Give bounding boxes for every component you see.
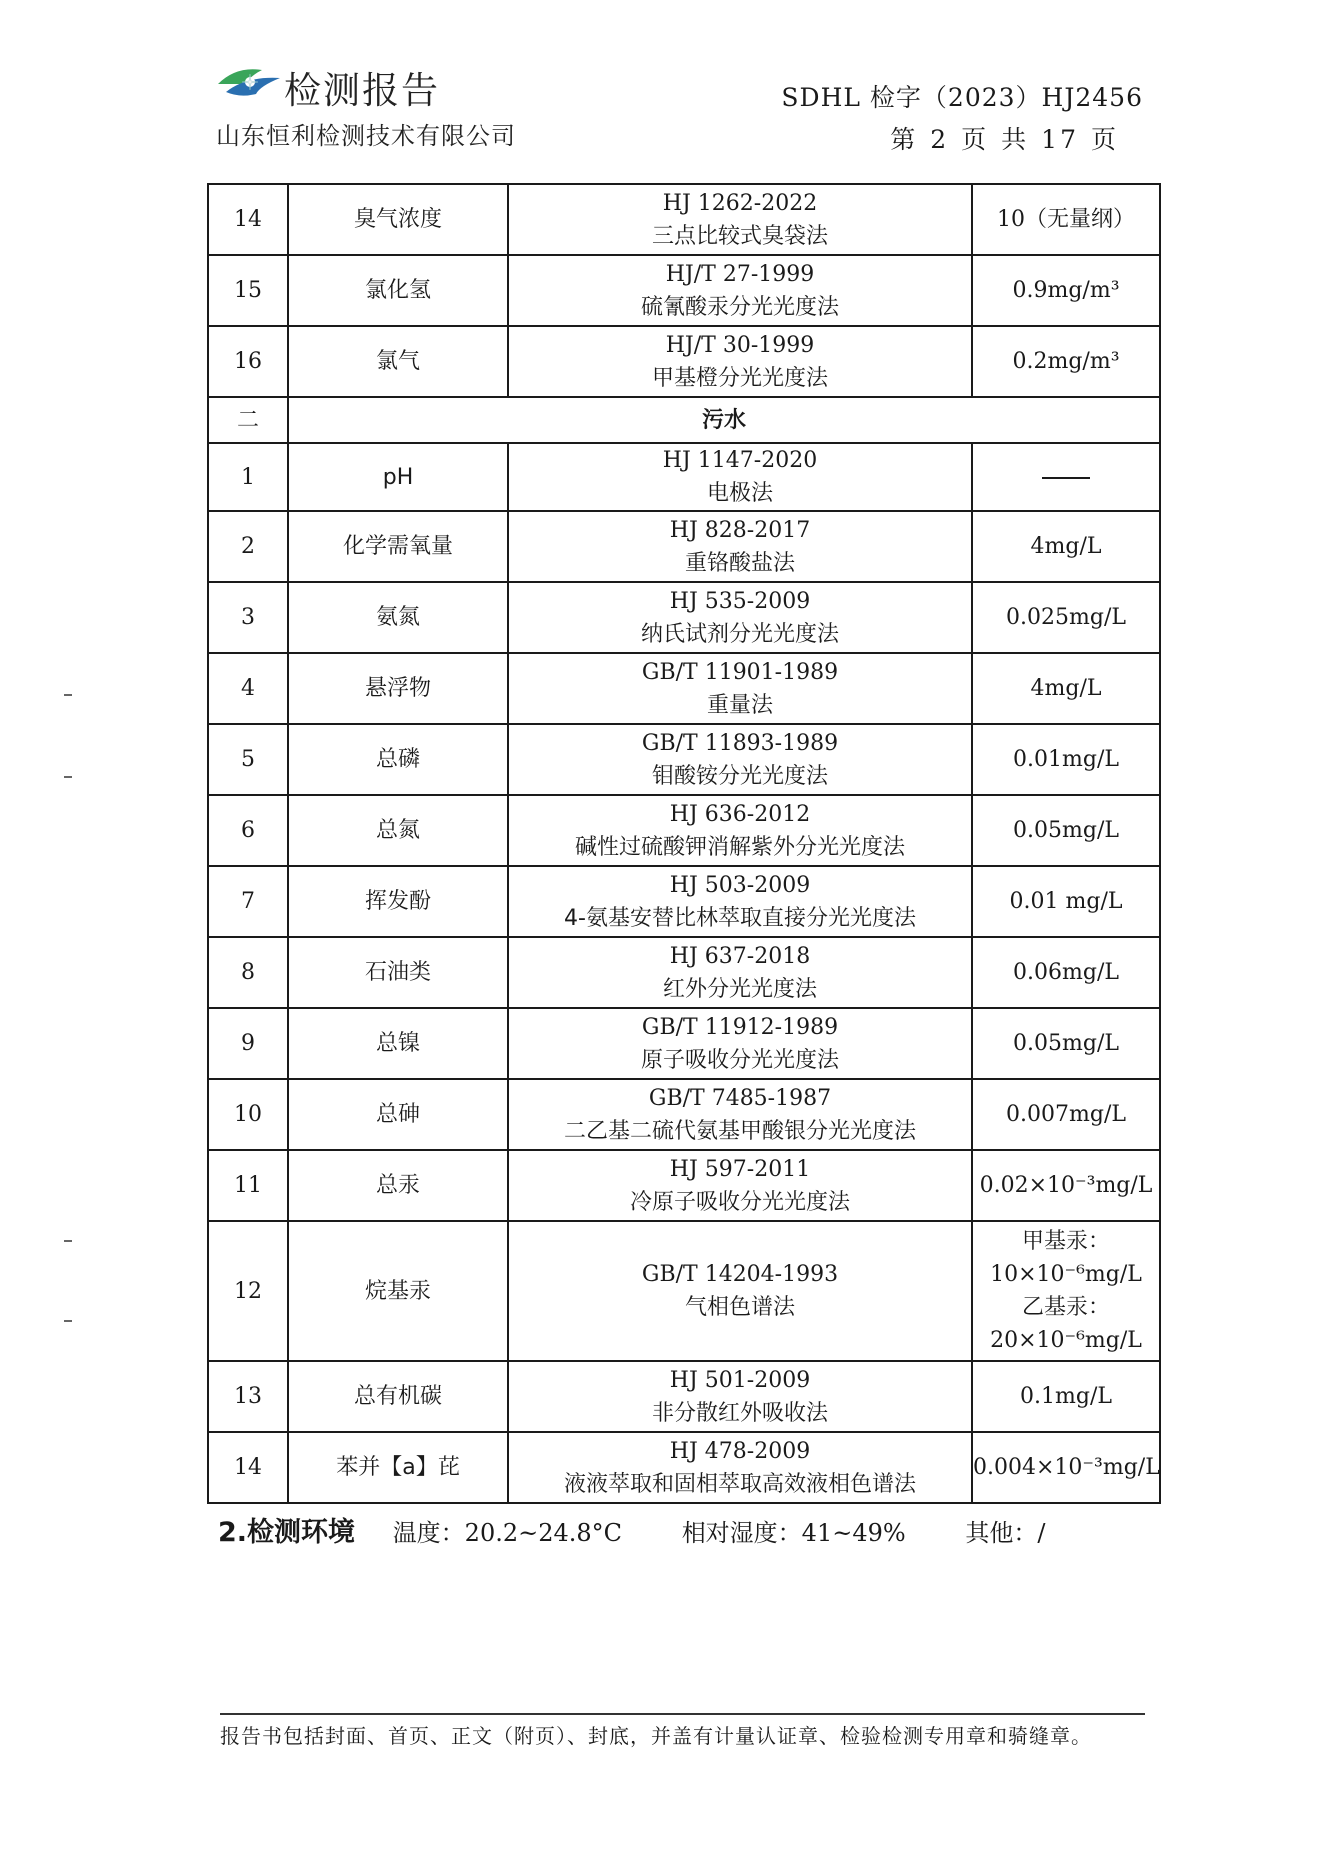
table-row	[208, 255, 1160, 326]
row-number: 12	[208, 1221, 288, 1361]
footer-divider	[220, 1713, 1145, 1715]
row-number: 14	[208, 184, 288, 255]
table-row	[208, 184, 1160, 255]
page-number: 第 2 页 共 17 页	[890, 125, 1119, 154]
binding-mark	[64, 776, 72, 778]
detection-limit: 0.9mg/m³	[972, 255, 1160, 326]
report-number: SDHL 检字（2023）HJ2456	[781, 83, 1143, 112]
section-row	[208, 397, 1160, 443]
table-row	[208, 937, 1160, 1008]
table-row	[208, 653, 1160, 724]
test-item: 总磷	[288, 724, 508, 795]
row-number: 14	[208, 1432, 288, 1503]
company-logo-icon	[216, 62, 282, 102]
other-conditions: 其他：/	[965, 1519, 1046, 1547]
test-item: 石油类	[288, 937, 508, 1008]
test-item: 氨氮	[288, 582, 508, 653]
method-cell: HJ 597-2011 冷原子吸收分光光度法	[508, 1150, 972, 1221]
test-item: 总镍	[288, 1008, 508, 1079]
method-cell: HJ 478-2009 液液萃取和固相萃取高效液相色谱法	[508, 1432, 972, 1503]
test-item: 苯并【a】芘	[288, 1432, 508, 1503]
row-number: 2	[208, 511, 288, 582]
detection-limit: 0.05mg/L	[972, 1008, 1160, 1079]
row-number: 10	[208, 1079, 288, 1150]
row-number: 1	[208, 443, 288, 511]
binding-mark	[64, 1240, 72, 1242]
row-number: 16	[208, 326, 288, 397]
row-number: 13	[208, 1361, 288, 1432]
table-row	[208, 582, 1160, 653]
detection-limit: 0.02×10⁻³mg/L	[972, 1150, 1160, 1221]
test-item: 氯化氢	[288, 255, 508, 326]
report-title: 检测报告	[284, 69, 440, 112]
detection-limit	[972, 443, 1160, 511]
humidity: 相对湿度：41~49%	[681, 1519, 906, 1547]
row-number: 3	[208, 582, 288, 653]
test-item: 总氮	[288, 795, 508, 866]
section-number: 二	[208, 397, 288, 443]
method-cell: HJ 637-2018 红外分光光度法	[508, 937, 972, 1008]
detection-limit: 0.05mg/L	[972, 795, 1160, 866]
test-item: 悬浮物	[288, 653, 508, 724]
table-row	[208, 866, 1160, 937]
method-cell: HJ 1147-2020 电极法	[508, 443, 972, 511]
detection-limit: 0.1mg/L	[972, 1361, 1160, 1432]
detection-limit: 0.01mg/L	[972, 724, 1160, 795]
table-row	[208, 1008, 1160, 1079]
detection-limit: 0.007mg/L	[972, 1079, 1160, 1150]
binding-mark	[64, 1320, 72, 1322]
method-cell: HJ/T 30-1999 甲基橙分光光度法	[508, 326, 972, 397]
table-row	[208, 795, 1160, 866]
detection-limit: 4mg/L	[972, 511, 1160, 582]
table-row	[208, 326, 1160, 397]
footer-note: 报告书包括封面、首页、正文（附页）、封底，并盖有计量认证章、检验检测专用章和骑缝章。	[220, 1724, 1092, 1748]
test-item: pH	[288, 443, 508, 511]
table-row	[208, 443, 1160, 511]
table-row	[208, 1079, 1160, 1150]
detection-limit: 0.2mg/m³	[972, 326, 1160, 397]
detection-limit: 甲基汞： 10×10⁻⁶mg/L 乙基汞： 20×10⁻⁶mg/L	[972, 1221, 1160, 1361]
test-method-table	[207, 183, 1161, 1504]
test-item: 挥发酚	[288, 866, 508, 937]
row-number: 7	[208, 866, 288, 937]
section-title: 污水	[288, 397, 1160, 443]
table-row	[208, 1221, 1160, 1361]
row-number: 15	[208, 255, 288, 326]
method-cell: HJ/T 27-1999 硫氰酸汞分光光度法	[508, 255, 972, 326]
method-cell: HJ 535-2009 纳氏试剂分光光度法	[508, 582, 972, 653]
method-cell: HJ 1262-2022 三点比较式臭袋法	[508, 184, 972, 255]
temperature: 温度：20.2~24.8°C	[392, 1519, 623, 1547]
row-number: 5	[208, 724, 288, 795]
detection-limit: 0.01 mg/L	[972, 866, 1160, 937]
row-number: 6	[208, 795, 288, 866]
method-cell: GB/T 11912-1989 原子吸收分光光度法	[508, 1008, 972, 1079]
test-item: 总有机碳	[288, 1361, 508, 1432]
test-item: 氯气	[288, 326, 508, 397]
method-cell: HJ 501-2009 非分散红外吸收法	[508, 1361, 972, 1432]
row-number: 11	[208, 1150, 288, 1221]
test-item: 化学需氧量	[288, 511, 508, 582]
table-row	[208, 1432, 1160, 1503]
test-item: 总砷	[288, 1079, 508, 1150]
test-item: 烷基汞	[288, 1221, 508, 1361]
test-environment	[218, 1510, 1045, 1549]
method-cell: GB/T 14204-1993 气相色谱法	[508, 1221, 972, 1361]
dash-mark	[1042, 477, 1090, 479]
table-row	[208, 511, 1160, 582]
method-cell: GB/T 11901-1989 重量法	[508, 653, 972, 724]
table-row	[208, 1361, 1160, 1432]
method-cell: GB/T 7485-1987 二乙基二硫代氨基甲酸银分光光度法	[508, 1079, 972, 1150]
test-item: 臭气浓度	[288, 184, 508, 255]
detection-limit: 0.06mg/L	[972, 937, 1160, 1008]
row-number: 8	[208, 937, 288, 1008]
method-cell: HJ 503-2009 4-氨基安替比林萃取直接分光光度法	[508, 866, 972, 937]
detection-limit: 4mg/L	[972, 653, 1160, 724]
method-cell: HJ 828-2017 重铬酸盐法	[508, 511, 972, 582]
table-row	[208, 724, 1160, 795]
row-number: 9	[208, 1008, 288, 1079]
test-item: 总汞	[288, 1150, 508, 1221]
binding-mark	[64, 694, 72, 696]
environment-title: 2.检测环境	[218, 1517, 356, 1548]
row-number: 4	[208, 653, 288, 724]
method-cell: GB/T 11893-1989 钼酸铵分光光度法	[508, 724, 972, 795]
detection-limit: 10（无量纲）	[972, 184, 1160, 255]
method-cell: HJ 636-2012 碱性过硫酸钾消解紫外分光光度法	[508, 795, 972, 866]
table-row	[208, 1150, 1160, 1221]
detection-limit: 0.025mg/L	[972, 582, 1160, 653]
company-name: 山东恒利检测技术有限公司	[216, 122, 516, 150]
detection-limit: 0.004×10⁻³mg/L	[972, 1432, 1160, 1503]
